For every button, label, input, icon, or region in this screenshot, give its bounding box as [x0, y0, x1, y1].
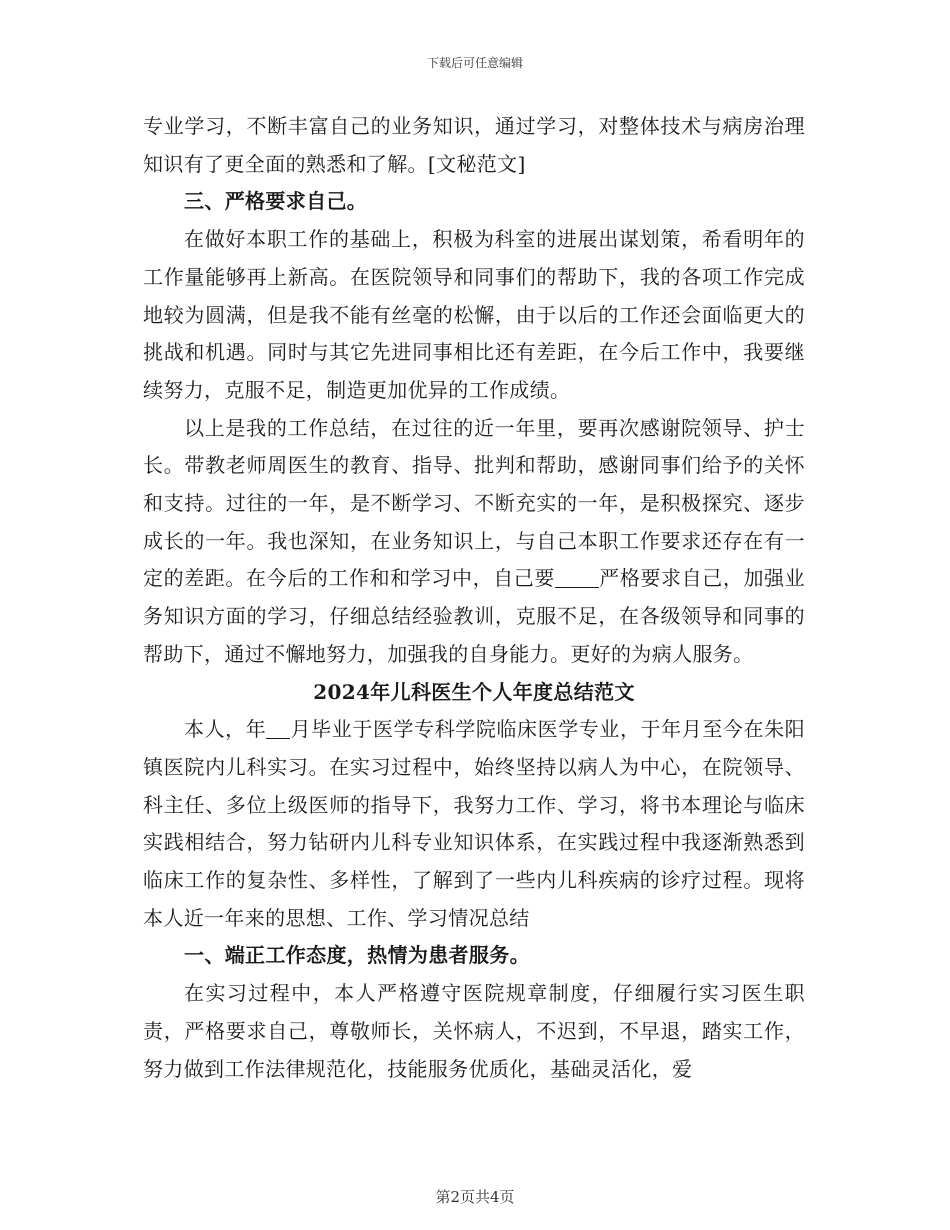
paragraph-thanks-part-1: 以上是我的工作总结，在过往的近一年里，要再次感谢院领导、护士长。带教老师周医生的教育、指导、批判和帮助，感谢同事们给予的关怀和支持。过往的一年，是不断学习、不断充实的一年，是积极探究、逐步成长的一年。我也深知，在业务知识上，与自己本职工作要求还存在有一定的差距。在今后的工作和和学习中，自己要	[143, 415, 805, 591]
paragraph-internship: 在实习过程中，本人严格遵守医院规章制度，仔细履行实习医生职责，严格要求自己，尊敬师长，关怀病人，不迟到，不早退，踏实工作，努力做到工作法律规范化，技能服务优质化，基础灵活化，爱	[143, 981, 805, 1081]
heading-work-attitude: 一、端正工作态度，热情为患者服务。	[184, 943, 530, 968]
paragraph-work-goals: 在做好本职工作的基础上，积极为科室的进展出谋划策，希看明年的工作量能够再上新高。在医院领导和同事们的帮助下，我的各项工作完成地较为圆满，但是我不能有丝毫的松懈，由于以后的工作还会面临更大的挑战和机遇。同时与其它先进同事相比还有差距，在今后工作中，我要继续努力，克服不足，制造更加优异的工作成绩。	[143, 227, 805, 402]
paragraph-thanks	[143, 410, 805, 674]
paragraph-intro-part-1: 本人，年	[184, 717, 267, 742]
paragraph-intro-part-2: 月毕业于医学专科学院临床医学专业，于年月至今在朱阳镇医院内儿科实习。在实习过程中，始终坚持以病人为中心，在院领导、科主任、多位上级医师的指导下，我努力工作、学习，将书本理论与临床实践相结合，努力钻研内儿科专业知识体系，在实践过程中我逐渐熟悉到临床工作的复杂性、多样性，了解到了一些内儿科疾病的诊疗过程。现将本人近一年来的思想、工作、学习情况总结	[143, 717, 806, 930]
paragraph-study: 专业学习，不断丰富自己的业务知识，通过学习，对整体技术与病房治理知识有了更全面的熟悉和了解。[文秘范文]	[143, 114, 805, 176]
fill-in-blank	[266, 716, 290, 739]
paragraph-intro	[143, 711, 805, 937]
page-footer: 第2页共4页	[435, 1188, 515, 1206]
document-body	[143, 108, 805, 1088]
paragraph-thanks-part-2: 严格要求自己，加强业务知识方面的学习，仔细总结经验教训，克服不足，在各级领导和同事的帮助下，通过不懈地努力，加强我的自身能力。更好的为病人服务。	[143, 566, 805, 666]
heading-strict-requirements: 三、严格要求自己。	[184, 189, 368, 214]
section-title: 2024年儿科医生个人年度总结范文	[313, 679, 635, 704]
fill-in-blank	[555, 565, 599, 588]
page-header: 下载后可任意编辑	[426, 56, 523, 70]
